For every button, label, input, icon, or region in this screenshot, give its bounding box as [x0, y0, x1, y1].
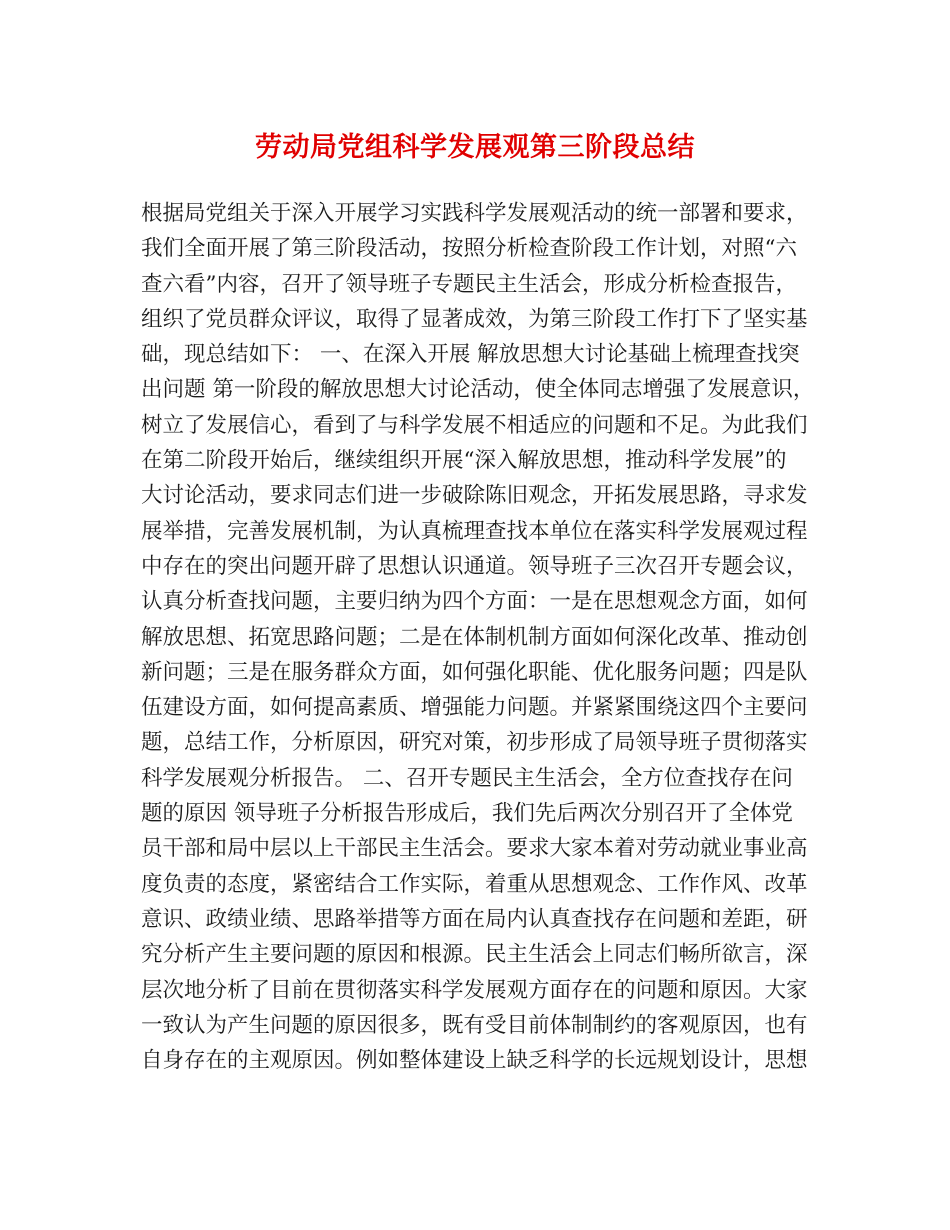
body-line: 展举措，完善发展机制，为认真梳理查找本单位在落实科学发展观过程 — [141, 518, 808, 544]
body-line: 度负责的态度，紧密结合工作实际，着重从思想观念、工作作风、改革 — [141, 871, 808, 897]
body-line: 员干部和局中层以上干部民主生活会。要求大家本着对劳动就业事业高 — [141, 836, 808, 862]
document-body — [141, 196, 817, 1078]
body-line: 科学发展观分析报告。 二、召开专题民主生活会，全方位查找存在问 — [141, 765, 793, 791]
body-line: 在第二阶段开始后，继续组织开展“深入解放思想，推动科学发展”的 — [141, 448, 787, 474]
document-title: 劳动局党组科学发展观第三阶段总结 — [255, 132, 695, 163]
body-line: 大讨论活动，要求同志们进一步破除陈旧观念，开拓发展思路，寻求发 — [141, 483, 808, 509]
body-line: 中存在的突出问题开辟了思想认识通道。领导班子三次召开专题会议， — [141, 553, 808, 579]
body-line: 出问题 第一阶段的解放思想大讨论活动，使全体同志增强了发展意识， — [141, 377, 815, 403]
body-line: 础，现总结如下： 一、在深入开展 解放思想大讨论基础上梳理查找突 — [141, 342, 800, 368]
body-line: 意识、政绩业绩、思路举措等方面在局内认真查找存在问题和差距，研 — [141, 906, 808, 932]
body-line: 树立了发展信心，看到了与科学发展不相适应的问题和不足。为此我们 — [141, 412, 808, 438]
body-line: 组织了党员群众评议，取得了显著成效，为第三阶段工作打下了坚实基 — [141, 306, 808, 332]
body-line: 根据局党组关于深入开展学习实践科学发展观活动的统一部署和要求， — [141, 201, 808, 226]
body-line: 层次地分析了目前在贯彻落实科学发展观方面存在的问题和原因。大家 — [141, 977, 808, 1003]
body-line: 我们全面开展了第三阶段活动，按照分析检查阶段工作计划，对照“六 — [141, 236, 797, 262]
body-line: 题的原因 领导班子分析报告形成后，我们先后两次分别召开了全体党 — [141, 801, 793, 827]
body-line: 认真分析查找问题，主要归纳为四个方面：一是在思想观念方面，如何 — [141, 589, 808, 615]
body-line: 题，总结工作，分析原因，研究对策，初步形成了局领导班子贯彻落实 — [141, 730, 808, 756]
body-line: 新问题；三是在服务群众方面，如何强化职能、优化服务问题；四是队 — [141, 659, 808, 685]
body-line: 查六看”内容，召开了领导班子专题民主生活会，形成分析检查报告， — [141, 271, 797, 297]
body-line: 自身存在的主观原因。例如整体建设上缺乏科学的长远规划设计，思想 — [141, 1048, 808, 1074]
body-line: 究分析产生主要问题的原因和根源。民主生活会上同志们畅所欲言，深 — [141, 942, 808, 968]
body-line: 一致认为产生问题的原因很多，既有受目前体制制约的客观原因，也有 — [141, 1012, 808, 1038]
body-line: 解放思想、拓宽思路问题；二是在体制机制方面如何深化改革、推动创 — [141, 624, 808, 650]
body-line: 伍建设方面，如何提高素质、增强能力问题。并紧紧围绕这四个主要问 — [141, 695, 808, 721]
